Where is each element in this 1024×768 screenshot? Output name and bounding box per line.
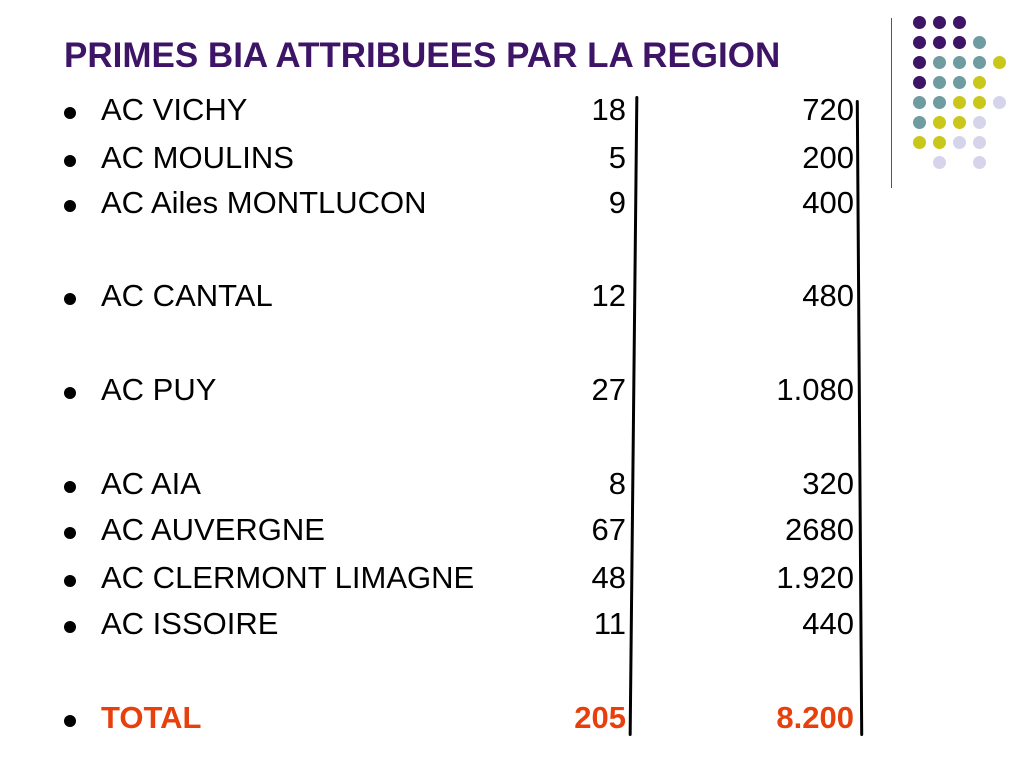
decorative-dot: [933, 76, 946, 89]
bullet-icon: [64, 200, 76, 212]
decorative-dot: [993, 56, 1006, 69]
bullet-icon: [64, 107, 76, 119]
row-amount: 720: [802, 92, 854, 127]
decorative-dot: [913, 16, 926, 29]
decorative-dot: [953, 136, 966, 149]
decorative-dot: [973, 36, 986, 49]
row-amount: 200: [802, 140, 854, 175]
decorative-dot: [913, 116, 926, 129]
row-count: 48: [591, 560, 626, 595]
row-count: 67: [591, 512, 626, 547]
decorative-dot: [953, 76, 966, 89]
list-item: [0, 372, 1024, 412]
decorative-dot: [913, 76, 926, 89]
decorative-dot: [913, 96, 926, 109]
decorative-divider: [891, 18, 892, 188]
row-name: AC ISSOIRE: [101, 606, 279, 641]
decorative-dot: [933, 136, 946, 149]
total-amount: 8.200: [776, 700, 854, 735]
list-item: [0, 140, 1024, 180]
decorative-dot: [973, 96, 986, 109]
decorative-dot: [933, 96, 946, 109]
row-count: 5: [608, 140, 626, 175]
bullet-icon: [64, 527, 76, 539]
slide-title: PRIMES BIA ATTRIBUEES PAR LA REGION: [64, 36, 781, 75]
row-amount: 440: [802, 606, 854, 641]
decorative-dot: [933, 156, 946, 169]
decorative-dot: [913, 136, 926, 149]
bullet-icon: [64, 621, 76, 633]
decorative-dot: [913, 56, 926, 69]
decorative-dot: [973, 156, 986, 169]
row-name: AC AUVERGNE: [101, 512, 325, 547]
decorative-dot: [953, 96, 966, 109]
row-amount: 400: [802, 185, 854, 220]
bullet-icon: [64, 155, 76, 167]
decorative-dot: [973, 56, 986, 69]
bullet-icon: [64, 293, 76, 305]
decorative-dot: [953, 116, 966, 129]
row-amount: 480: [802, 278, 854, 313]
row-amount: 320: [802, 466, 854, 501]
row-count: 11: [593, 606, 626, 641]
row-count: 27: [591, 372, 626, 407]
total-row: [0, 700, 1024, 740]
decorative-dot: [993, 96, 1006, 109]
decorative-dot: [973, 116, 986, 129]
list-item: [0, 560, 1024, 600]
decorative-dot: [933, 56, 946, 69]
decorative-dot: [973, 136, 986, 149]
decorative-dot: [953, 56, 966, 69]
row-amount: 2680: [785, 512, 854, 547]
list-item: [0, 512, 1024, 552]
decorative-dot: [973, 76, 986, 89]
decorative-dot: [933, 16, 946, 29]
decorative-dot: [933, 116, 946, 129]
row-name: AC MOULINS: [101, 140, 294, 175]
row-amount: 1.920: [776, 560, 854, 595]
bullet-icon: [64, 575, 76, 587]
bullet-icon: [64, 387, 76, 399]
row-count: 12: [591, 278, 626, 313]
row-name: AC Ailes MONTLUCON: [101, 185, 427, 220]
row-name: AC VICHY: [101, 92, 248, 127]
list-item: [0, 185, 1024, 225]
row-name: AC CLERMONT LIMAGNE: [101, 560, 475, 595]
list-item: [0, 466, 1024, 506]
row-amount: 1.080: [776, 372, 854, 407]
bullet-icon: [64, 715, 76, 727]
row-count: 9: [608, 185, 626, 220]
list-item: [0, 92, 1024, 132]
decorative-dot: [953, 36, 966, 49]
list-item: [0, 606, 1024, 646]
total-count: 205: [574, 700, 626, 735]
decorative-dot: [933, 36, 946, 49]
row-count: 18: [591, 92, 626, 127]
row-name: AC PUY: [101, 372, 217, 407]
total-label: TOTAL: [101, 700, 202, 735]
row-name: AC CANTAL: [101, 278, 273, 313]
decorative-dot: [953, 16, 966, 29]
list-item: [0, 278, 1024, 318]
row-count: 8: [608, 466, 626, 501]
decorative-dot: [913, 36, 926, 49]
row-name: AC AIA: [101, 466, 201, 501]
bullet-icon: [64, 481, 76, 493]
